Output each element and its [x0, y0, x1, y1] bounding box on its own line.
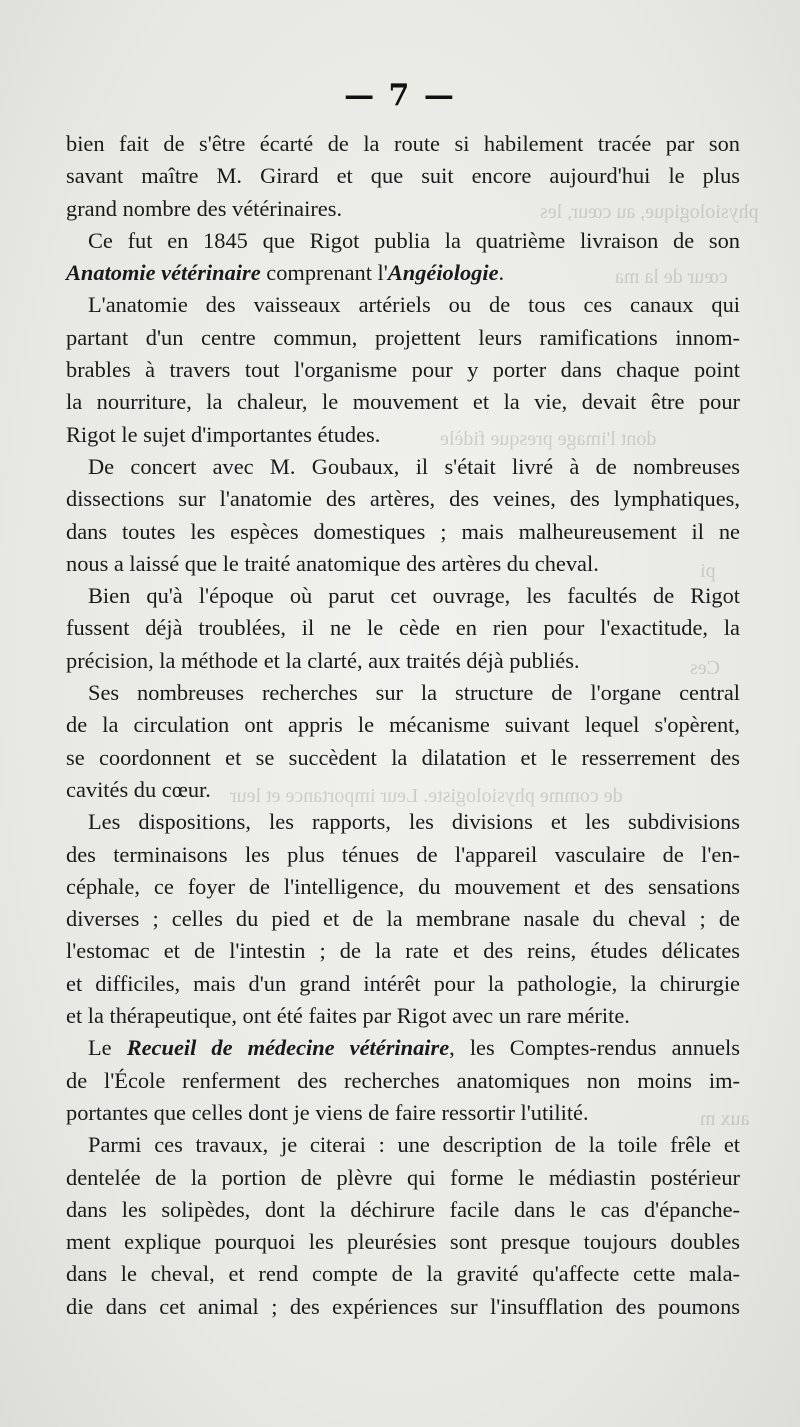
text-segment: L'anatomie des vaisseaux artériels ou de tous ces canaux qui	[88, 292, 740, 318]
text-segment: portantes que celles dont je viens de faire ressortir l'utilité.	[66, 1099, 589, 1125]
text-segment: et la thérapeutique, ont été faites par Rigot avec un rare mérite.	[66, 1003, 630, 1029]
text-line	[66, 257, 740, 289]
bleed-through-text: dont l'image presque fidèle	[440, 428, 657, 450]
text-line	[66, 612, 740, 644]
text-segment: et difficiles, mais d'un grand intérêt pour la pathologie, la chirurgie	[66, 970, 740, 996]
text-segment: Le	[88, 1035, 127, 1061]
text-line	[66, 483, 740, 515]
text-segment: précision, la méthode et la clarté, aux traités déjà publiés.	[66, 647, 580, 673]
text-line	[66, 451, 740, 483]
italic-text: Recueil de médecine vétérinaire	[126, 1035, 450, 1061]
text-line	[66, 354, 740, 386]
text-line	[66, 645, 740, 677]
bleed-through-text: Ces	[690, 657, 720, 679]
text-segment: De concert avec M. Goubaux, il s'était livré à de nombreuses	[88, 453, 740, 479]
text-segment: , les Comptes-rendus annuels	[449, 1035, 740, 1061]
text-line	[66, 935, 740, 967]
text-line	[66, 548, 740, 580]
text-segment: cavités du cœur.	[66, 776, 211, 802]
bleed-through-text: physiologique, au cœur, les	[540, 201, 759, 223]
text-line	[66, 1162, 740, 1194]
text-line	[66, 871, 740, 903]
bleed-through-text: cœur de la ma	[615, 266, 728, 288]
text-segment: se coordonnent et se succèdent la dilatation et le resserrement des	[66, 744, 740, 770]
italic-text: Angéiologie	[387, 260, 499, 286]
text-segment: savant maître M. Girard et que suit encore aujourd'hui le plus	[66, 163, 740, 189]
text-line	[66, 1258, 740, 1290]
text-line	[66, 1000, 740, 1032]
text-segment: grand nombre des vétérinaires.	[66, 195, 343, 221]
text-segment: Les dispositions, les rapports, les divisions et les subdivisions	[88, 809, 740, 835]
text-line	[66, 386, 740, 418]
text-line	[66, 1226, 740, 1258]
text-segment: la nourriture, la chaleur, le mouvement et la vie, devait être pour	[66, 389, 740, 415]
text-line	[66, 225, 740, 257]
bleed-through-text: de comme physiologiste. Leur importance et leur	[230, 785, 623, 807]
text-line	[66, 806, 740, 838]
text-segment: des terminaisons les plus ténues de l'appareil vasculaire de l'en-	[66, 841, 740, 867]
text-segment: dissections sur l'anatomie des artères, des veines, des lymphatiques,	[66, 486, 740, 512]
text-line	[66, 322, 740, 354]
text-segment: fussent déjà troublées, il ne le cède en rien pour l'exactitude, la	[66, 615, 740, 641]
text-segment: nous a laissé que le traité anatomique des artères du cheval.	[66, 550, 599, 576]
body-text	[66, 128, 740, 1323]
text-segment: dans toutes les espèces domestiques ; mais malheureusement il ne	[66, 518, 740, 544]
text-line	[66, 1097, 740, 1129]
bleed-through-text: pi	[700, 560, 716, 582]
text-line	[66, 903, 740, 935]
text-segment: brables à travers tout l'organisme pour y porter dans chaque point	[66, 357, 740, 383]
text-segment: l'estomac et de l'intestin ; de la rate et des reins, études délicates	[66, 938, 740, 964]
text-line	[66, 128, 740, 160]
text-line	[66, 709, 740, 741]
text-line	[66, 160, 740, 192]
text-line	[66, 839, 740, 871]
text-segment: Rigot le sujet d'importantes études.	[66, 421, 381, 447]
text-segment: diverses ; celles du pied et de la membrane nasale du cheval ; de	[66, 906, 740, 932]
text-segment: comprenant l'	[260, 260, 388, 286]
text-line	[66, 419, 740, 451]
text-line	[66, 1291, 740, 1323]
page-number: — 7 —	[344, 78, 456, 113]
text-line	[66, 289, 740, 321]
text-line	[66, 1065, 740, 1097]
text-segment: die dans cet animal ; des expériences sur l'insufflation des poumons	[66, 1293, 740, 1319]
text-line	[66, 968, 740, 1000]
bleed-through-text: aux m	[700, 1108, 750, 1130]
text-line	[66, 742, 740, 774]
text-segment: .	[498, 260, 505, 286]
text-segment: céphale, ce foyer de l'intelligence, du mouvement et des sensations	[66, 873, 740, 899]
text-segment: partant d'un centre commun, projettent leurs ramifications innom-	[66, 324, 740, 350]
text-line	[66, 516, 740, 548]
text-line	[66, 580, 740, 612]
text-line	[66, 1032, 740, 1064]
text-segment: de la circulation ont appris le mécanisme suivant lequel s'opèrent,	[66, 712, 740, 738]
text-segment: bien fait de s'être écarté de la route si habilement tracée par son	[66, 131, 740, 156]
text-segment: Parmi ces travaux, je citerai : une description de la toile frêle et	[88, 1132, 740, 1158]
text-line	[66, 774, 740, 806]
text-segment: de l'École renferment des recherches anatomiques non moins im-	[66, 1067, 740, 1093]
text-segment: dans le cheval, et rend compte de la gravité qu'affecte cette mala-	[66, 1261, 740, 1287]
text-segment: ment explique pourquoi les pleurésies sont presque toujours doubles	[66, 1229, 740, 1255]
text-segment: Ce fut en 1845 que Rigot publia la quatrième livraison de son	[88, 227, 740, 253]
text-line	[66, 193, 740, 225]
text-segment: Bien qu'à l'époque où parut cet ouvrage, les facultés de Rigot	[88, 583, 740, 609]
text-segment: dans les solipèdes, dont la déchirure facile dans le cas d'épanche-	[66, 1196, 740, 1222]
text-segment: dentelée de la portion de plèvre qui forme le médiastin postérieur	[66, 1164, 740, 1190]
text-line	[66, 1129, 740, 1161]
text-line	[66, 677, 740, 709]
italic-text: Anatomie vétérinaire	[66, 260, 261, 286]
text-line	[66, 1194, 740, 1226]
text-segment: Ses nombreuses recherches sur la structure de l'organe central	[88, 680, 740, 706]
